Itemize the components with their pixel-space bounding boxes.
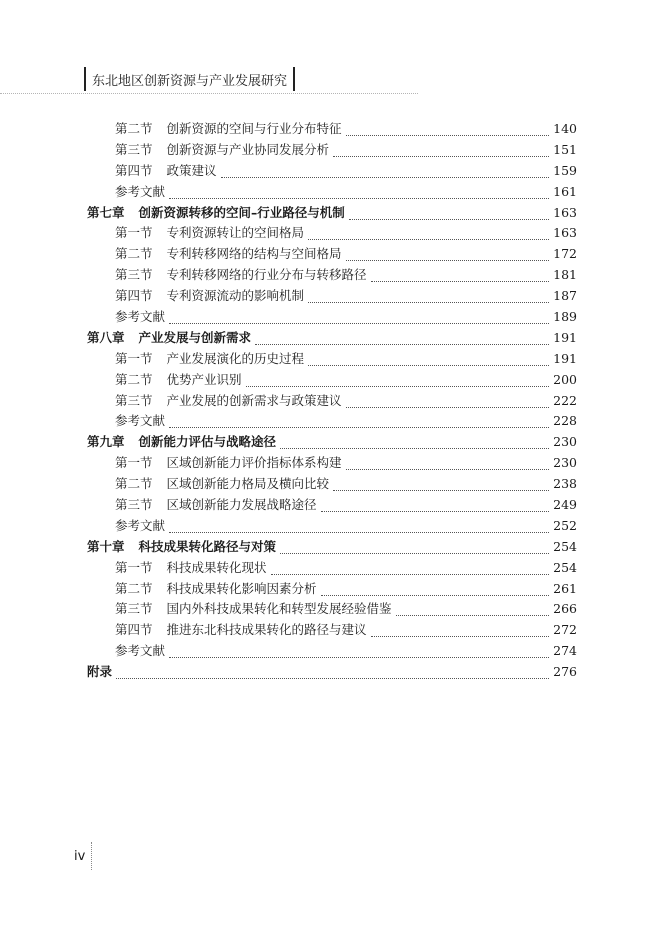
toc-entry-page: 191 (553, 350, 577, 366)
toc-section-entry[interactable] (87, 579, 577, 600)
toc-section-entry[interactable] (87, 620, 577, 641)
toc-entry-title: 产业发展与创新需求 (138, 329, 252, 345)
dot-leader (169, 190, 549, 199)
dot-leader (116, 670, 549, 679)
dot-leader (308, 294, 549, 303)
dot-leader (333, 482, 549, 491)
toc-entry-page: 189 (553, 309, 577, 325)
page-footer (74, 843, 92, 869)
toc-entry-title: 科技成果转化路径与对策 (138, 538, 277, 554)
toc-entry-page: 161 (553, 183, 577, 199)
toc-entry-title: 优势产业识别 (166, 371, 242, 387)
toc-chapter-entry[interactable] (87, 432, 577, 453)
toc-entry-label: 第三节 (115, 392, 153, 408)
toc-entry-page: 230 (553, 434, 577, 450)
dot-leader (346, 399, 550, 408)
toc-entry-title: 区域创新能力格局及横向比较 (166, 476, 330, 492)
page-number: iv (74, 848, 86, 864)
toc-entry-title: 科技成果转化影响因素分析 (166, 580, 317, 596)
footer-dotted-rule (91, 842, 92, 870)
toc-entry-title: 区域创新能力发展战略途径 (166, 497, 317, 513)
dot-leader (346, 252, 550, 261)
dot-leader (169, 315, 549, 324)
header-dotted-rule (0, 93, 418, 94)
toc-entry-label: 第九章 (87, 434, 125, 450)
toc-entry-title: 参考文献 (115, 309, 166, 325)
toc-entry-page: 159 (553, 162, 577, 178)
toc-entry-title: 国内外科技成果转化和转型发展经验借鉴 (166, 601, 392, 617)
toc-chapter-entry[interactable] (87, 537, 577, 558)
toc-entry-label: 第一节 (115, 559, 153, 575)
toc-entry-page: 187 (553, 288, 577, 304)
toc-entry-title: 区域创新能力评价指标体系构建 (166, 455, 342, 471)
dot-leader (280, 545, 549, 554)
toc-entry-label: 第三节 (115, 141, 153, 157)
toc-entry-page: 254 (553, 538, 577, 554)
toc-chapter-entry[interactable] (87, 203, 577, 224)
toc-entry-title: 专利资源流动的影响机制 (166, 288, 305, 304)
toc-section-entry[interactable] (87, 244, 577, 265)
toc-entry-title: 参考文献 (115, 517, 166, 533)
dot-leader (169, 524, 549, 533)
dot-leader (346, 127, 550, 136)
toc-section-entry[interactable] (87, 558, 577, 579)
toc-entry-title: 产业发展演化的历史过程 (166, 350, 305, 366)
toc-section-entry[interactable] (87, 391, 577, 412)
dot-leader (280, 440, 549, 449)
toc-entry-label: 第二节 (115, 371, 153, 387)
dot-leader (271, 566, 550, 575)
toc-entry-label: 第一节 (115, 350, 153, 366)
toc-section-entry[interactable] (87, 161, 577, 182)
toc-entry-label: 第三节 (115, 497, 153, 513)
toc-entry-label: 第一节 (115, 225, 153, 241)
toc-entry-label: 第二节 (115, 246, 153, 262)
dot-leader (371, 273, 550, 282)
toc-section-entry[interactable] (87, 223, 577, 244)
toc-entry-page: 140 (553, 121, 577, 136)
dot-leader (255, 336, 549, 345)
toc-entry-page: 274 (553, 643, 577, 659)
toc-section-entry[interactable] (87, 349, 577, 370)
toc-entry-page: 222 (553, 392, 577, 408)
toc-section-entry[interactable] (87, 140, 577, 161)
dot-leader (333, 148, 549, 157)
toc-entry-title: 产业发展的创新需求与政策建议 (166, 392, 342, 408)
toc-entry-label: 第七章 (87, 204, 125, 220)
toc-entry-title: 附录 (87, 664, 113, 680)
dot-leader (321, 503, 550, 512)
toc-entry-page: 272 (553, 622, 577, 638)
toc-section-entry[interactable] (87, 641, 577, 662)
toc-entry-label: 第二节 (115, 476, 153, 492)
toc-entry-title: 专利转移网络的行业分布与转移路径 (166, 267, 367, 283)
dot-leader (308, 231, 549, 240)
toc-entry-page: 249 (553, 497, 577, 513)
toc-entry-label: 第二节 (115, 121, 153, 136)
dot-leader (396, 607, 550, 616)
toc-entry-title: 参考文献 (115, 643, 166, 659)
toc-entry-page: 163 (553, 204, 577, 220)
toc-section-entry[interactable] (87, 453, 577, 474)
toc-entry-page: 191 (553, 329, 577, 345)
dot-leader (169, 419, 549, 428)
toc-chapter-entry[interactable] (87, 328, 577, 349)
table-of-contents (87, 119, 577, 683)
dot-leader (221, 169, 550, 178)
dot-leader (321, 587, 550, 596)
running-header (84, 66, 295, 92)
toc-section-entry[interactable] (87, 370, 577, 391)
toc-entry-label: 第八章 (87, 329, 125, 345)
header-right-bar (293, 67, 295, 91)
toc-entry-page: 163 (553, 225, 577, 241)
toc-entry-page: 276 (553, 664, 577, 680)
toc-entry-label: 第三节 (115, 267, 153, 283)
toc-entry-page: 230 (553, 455, 577, 471)
toc-entry-label: 第十章 (87, 538, 125, 554)
toc-chapter-entry[interactable] (87, 662, 577, 683)
toc-entry-title: 创新资源转移的空间–行业路径与机制 (138, 204, 345, 220)
toc-entry-title: 专利转移网络的结构与空间格局 (166, 246, 342, 262)
toc-section-entry[interactable] (87, 516, 577, 537)
toc-entry-page: 252 (553, 517, 577, 533)
toc-entry-page: 238 (553, 476, 577, 492)
toc-entry-page: 151 (553, 141, 577, 157)
toc-section-entry[interactable] (87, 119, 577, 140)
toc-entry-page: 172 (553, 246, 577, 262)
toc-entry-title: 政策建议 (166, 162, 217, 178)
toc-entry-page: 261 (553, 580, 577, 596)
toc-section-entry[interactable] (87, 474, 577, 495)
toc-section-entry[interactable] (87, 182, 577, 203)
toc-entry-title: 创新资源的空间与行业分布特征 (166, 121, 342, 136)
toc-entry-page: 200 (553, 371, 577, 387)
toc-entry-title: 创新能力评估与战略途径 (138, 434, 277, 450)
toc-entry-page: 254 (553, 559, 577, 575)
toc-entry-title: 推进东北科技成果转化的路径与建议 (166, 622, 367, 638)
toc-entry-title: 创新资源与产业协同发展分析 (166, 141, 330, 157)
toc-section-entry[interactable] (87, 307, 577, 328)
toc-entry-page: 228 (553, 413, 577, 429)
toc-entry-label: 第四节 (115, 622, 153, 638)
toc-entry-title: 参考文献 (115, 413, 166, 429)
dot-leader (246, 378, 550, 387)
toc-section-entry[interactable] (87, 411, 577, 432)
toc-entry-label: 第三节 (115, 601, 153, 617)
toc-section-entry[interactable] (87, 495, 577, 516)
toc-entry-page: 266 (553, 601, 577, 617)
dot-leader (371, 628, 550, 637)
toc-entry-title: 专利资源转让的空间格局 (166, 225, 305, 241)
dot-leader (349, 211, 549, 220)
toc-entry-label: 第二节 (115, 580, 153, 596)
toc-entry-title: 科技成果转化现状 (166, 559, 267, 575)
toc-entry-label: 第四节 (115, 162, 153, 178)
toc-entry-title: 参考文献 (115, 183, 166, 199)
toc-section-entry[interactable] (87, 286, 577, 307)
toc-section-entry[interactable] (87, 599, 577, 620)
dot-leader (308, 357, 549, 366)
dot-leader (346, 461, 550, 470)
toc-section-entry[interactable] (87, 265, 577, 286)
toc-entry-label: 第四节 (115, 288, 153, 304)
book-title: 东北地区创新资源与产业发展研究 (92, 73, 288, 89)
toc-entry-label: 第一节 (115, 455, 153, 471)
dot-leader (169, 649, 549, 658)
toc-entry-page: 181 (553, 267, 577, 283)
